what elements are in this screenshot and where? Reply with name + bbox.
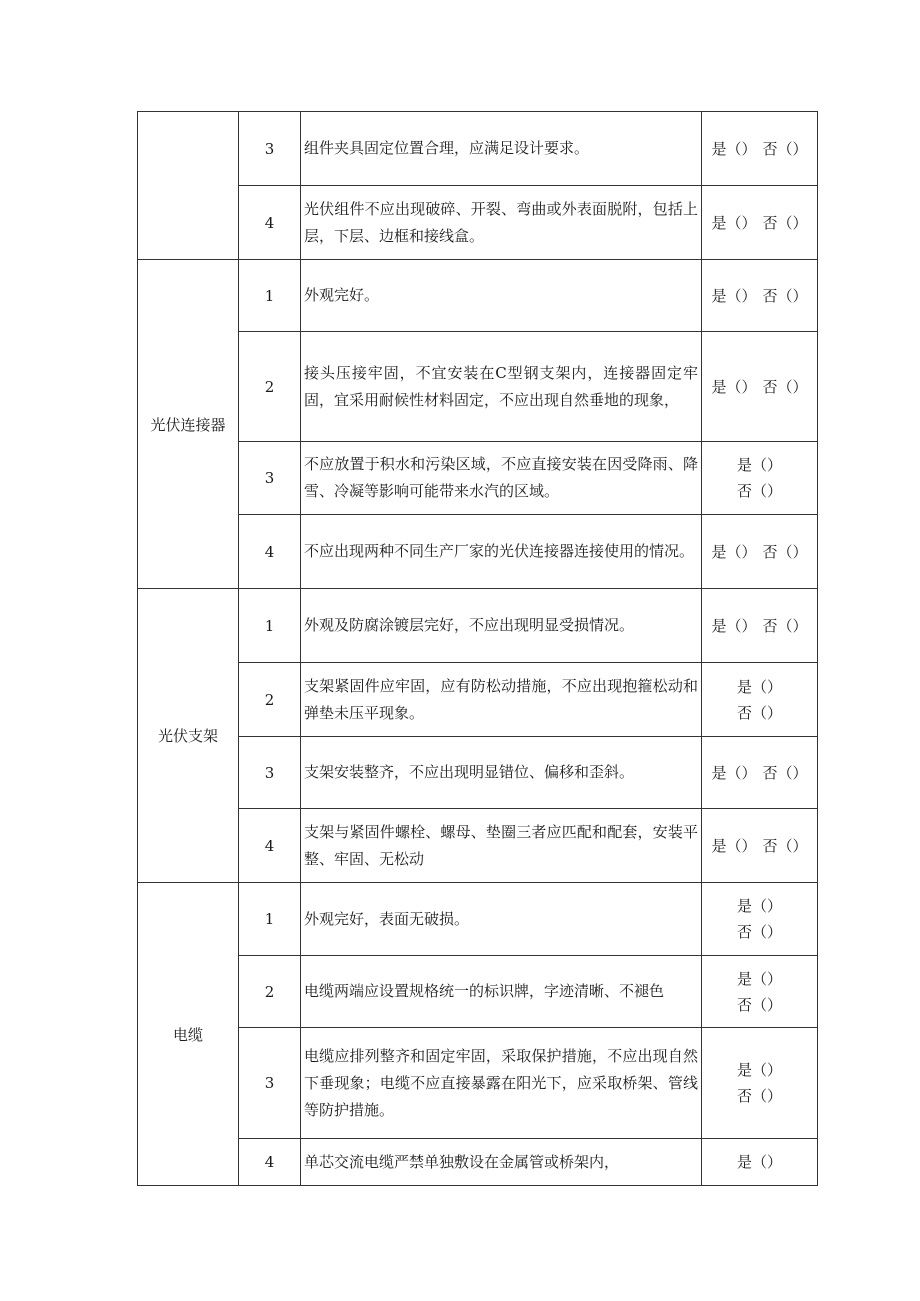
item-description: 外观完好，表面无破损。 — [301, 883, 702, 956]
result-cell — [702, 809, 818, 883]
yes-option[interactable]: 是（） — [736, 897, 782, 915]
result-cell — [702, 883, 818, 956]
item-description: 电缆应排列整齐和固定牢固，采取保护措施，不应出现自然下垂现象；电缆不应直接暴露在阳光下，应采取桥架、管线等防护措施。 — [301, 1028, 702, 1139]
item-number: 4 — [239, 515, 301, 589]
yes-option[interactable]: 是（） — [711, 836, 757, 855]
result-cell — [702, 260, 818, 332]
item-number: 4 — [239, 1139, 301, 1186]
category-cell: 电缆 — [138, 883, 239, 1186]
item-description: 支架安装整齐，不应出现明显错位、偏移和歪斜。 — [301, 737, 702, 809]
item-description: 光伏组件不应出现破碎、开裂、弯曲或外表面脱附，包括上层，下层、边框和接线盒。 — [301, 186, 702, 260]
table-row — [138, 112, 818, 186]
item-number: 1 — [239, 589, 301, 663]
table-row — [138, 737, 818, 809]
result-cell — [702, 737, 818, 809]
table-row — [138, 663, 818, 737]
item-description: 组件夹具固定位置合理，应满足设计要求。 — [301, 112, 702, 186]
no-option[interactable]: 否（） — [736, 1087, 782, 1105]
no-option[interactable]: 否（） — [762, 542, 808, 561]
item-description: 支架与紧固件螺栓、螺母、垫圈三者应匹配和配套，安装平整、牢固、无松动 — [301, 809, 702, 883]
table-row — [138, 186, 818, 260]
result-cell — [702, 515, 818, 589]
table-row — [138, 809, 818, 883]
yes-option[interactable]: 是（） — [711, 616, 757, 635]
yes-option[interactable]: 是（） — [736, 969, 782, 988]
yes-option[interactable]: 是（） — [711, 139, 757, 158]
no-option[interactable]: 否（） — [736, 995, 782, 1014]
category-cell — [138, 112, 239, 260]
table-row — [138, 332, 818, 442]
item-number: 2 — [239, 663, 301, 737]
item-number: 1 — [239, 260, 301, 332]
yes-option[interactable]: 是（） — [736, 1061, 782, 1079]
item-description: 外观及防腐涂镀层完好，不应出现明显受损情况。 — [301, 589, 702, 663]
no-option[interactable]: 否（） — [762, 213, 808, 232]
yes-option[interactable]: 是（） — [736, 456, 782, 474]
yes-option[interactable]: 是（） — [711, 286, 757, 305]
table-row — [138, 1139, 818, 1186]
no-option[interactable]: 否（） — [762, 616, 808, 635]
no-option[interactable]: 否（） — [762, 139, 808, 158]
item-description: 不应放置于积水和污染区域，不应直接安装在因受降雨、降雪、冷凝等影响可能带来水汽的区域。 — [301, 442, 702, 515]
no-option[interactable]: 否（） — [736, 482, 782, 500]
no-option[interactable]: 否（） — [762, 286, 808, 305]
result-cell — [702, 332, 818, 442]
item-description: 单芯交流电缆严禁单独敷设在金属管或桥架内， — [301, 1139, 702, 1186]
item-description: 接头压接牢固，不宜安装在C型钢支架内，连接器固定牢固，宜采用耐候性材料固定，不应出现自然垂地的现象， — [301, 332, 702, 442]
yes-option[interactable]: 是（） — [711, 213, 757, 232]
no-option[interactable]: 否（） — [762, 377, 808, 396]
result-cell — [702, 663, 818, 737]
table-row — [138, 515, 818, 589]
item-description: 不应出现两种不同生产厂家的光伏连接器连接使用的情况。 — [301, 515, 702, 589]
result-cell — [702, 1139, 818, 1186]
item-number: 3 — [239, 112, 301, 186]
item-number: 4 — [239, 809, 301, 883]
yes-option[interactable]: 是（） — [711, 542, 757, 561]
item-number: 3 — [239, 737, 301, 809]
no-option[interactable]: 否（） — [736, 923, 782, 941]
category-cell: 光伏连接器 — [138, 260, 239, 589]
no-option[interactable]: 否（） — [762, 836, 808, 855]
item-number: 2 — [239, 956, 301, 1028]
item-description: 外观完好。 — [301, 260, 702, 332]
result-cell — [702, 186, 818, 260]
result-cell — [702, 1028, 818, 1139]
yes-option[interactable]: 是（） — [711, 763, 757, 782]
result-cell — [702, 112, 818, 186]
result-cell — [702, 956, 818, 1028]
item-number: 3 — [239, 1028, 301, 1139]
result-cell — [702, 589, 818, 663]
table-row — [138, 589, 818, 663]
item-number: 2 — [239, 332, 301, 442]
table-row — [138, 260, 818, 332]
category-cell: 光伏支架 — [138, 589, 239, 883]
yes-option[interactable]: 是（） — [736, 1153, 782, 1171]
item-number: 4 — [239, 186, 301, 260]
item-number: 1 — [239, 883, 301, 956]
item-description: 电缆两端应设置规格统一的标识牌，字迹清晰、不褪色 — [301, 956, 702, 1028]
table-row — [138, 956, 818, 1028]
table-row — [138, 1028, 818, 1139]
item-description: 支架紧固件应牢固，应有防松动措施，不应出现抱箍松动和弹垫未压平现象。 — [301, 663, 702, 737]
table-row — [138, 442, 818, 515]
yes-option[interactable]: 是（） — [736, 677, 782, 696]
item-number: 3 — [239, 442, 301, 515]
inspection-checklist-table — [137, 111, 818, 1186]
result-cell — [702, 442, 818, 515]
no-option[interactable]: 否（） — [762, 763, 808, 782]
yes-option[interactable]: 是（） — [711, 377, 757, 396]
table-row — [138, 883, 818, 956]
no-option[interactable]: 否（） — [736, 703, 782, 722]
